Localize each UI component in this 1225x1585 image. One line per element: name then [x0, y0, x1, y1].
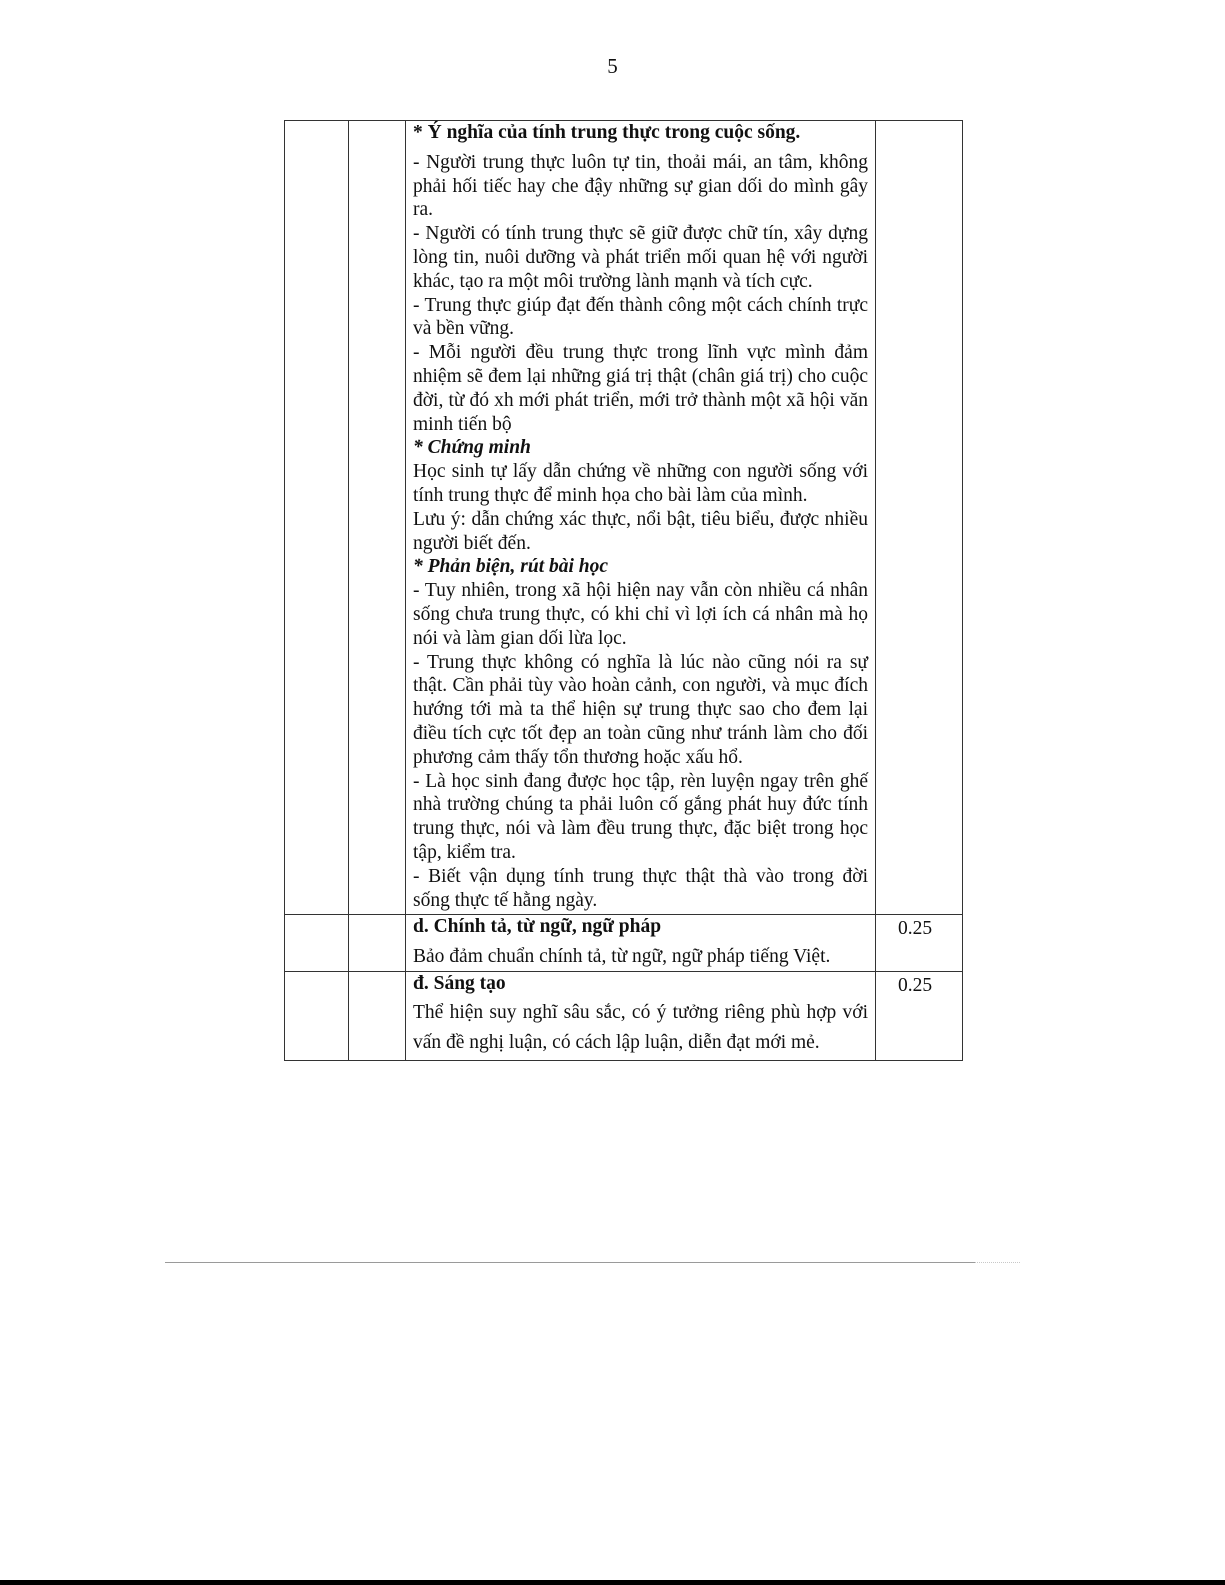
paragraph: Lưu ý: dẫn chứng xác thực, nổi bật, tiêu biểu, được nhiều người biết đến. [413, 508, 868, 554]
paragraph: - Mỗi người đều trung thực trong lĩnh vực mình đảm nhiệm sẽ đem lại những giá trị thật (chân giá trị) cho cuộc đời, từ đó xh mới phát triển, mới trở thành một xã hội văn minh tiến bộ [413, 342, 868, 435]
part-cell [349, 971, 406, 1060]
grading-table [284, 120, 963, 1061]
content-cell [406, 121, 876, 915]
section-heading: * Ý nghĩa của tính trung thực trong cuộc sống. [413, 122, 801, 143]
score-cell: 0.25 [876, 915, 963, 972]
section-heading: * Phản biện, rút bài học [413, 556, 609, 578]
paragraph: - Tuy nhiên, trong xã hội hiện nay vẫn còn nhiều cá nhân sống chưa trung thực, có khi chỉ vì lợi ích cá nhân mà họ nói và làm gian dối lừa lọc. [413, 580, 868, 649]
paragraph: - Trung thực không có nghĩa là lúc nào cũng nói ra sự thật. Cần phải tùy vào hoàn cảnh, con người, và mục đích hướng tới mà ta thể hiện sự trung thực sao cho đem lại điều tích cực tốt đẹp an toàn cũng như tránh làm cho đối phương cảm thấy tổn thương hoặc xấu hổ. [413, 651, 868, 768]
paragraph: - Trung thực giúp đạt đến thành công một cách chính trực và bền vững. [413, 294, 868, 340]
part-cell [349, 915, 406, 972]
content-cell [406, 915, 876, 972]
paragraph: - Người trung thực luôn tự tin, thoải mái, an tâm, không phải hối tiếc hay che đậy những sự gian dối do mình gây ra. [413, 151, 868, 221]
footer-divider [165, 1262, 975, 1263]
section-heading: d. Chính tả, từ ngữ, ngữ pháp [413, 916, 662, 938]
question-cell [285, 971, 349, 1060]
paragraph: - Người có tính trung thực sẽ giữ được chữ tín, xây dựng lòng tin, nuôi dưỡng và phát triển mối quan hệ với người khác, tạo ra một môi trường lành mạnh và tích cực. [413, 223, 868, 292]
part-cell [349, 121, 406, 915]
table-row [285, 121, 963, 915]
question-cell [285, 121, 349, 915]
paragraph: Học sinh tự lấy dẫn chứng về những con người sống với tính trung thực để minh họa cho bài làm của mình. [413, 461, 868, 506]
score-cell: 0.25 [876, 971, 963, 1060]
paragraph: - Biết vận dụng tính trung thực thật thà vào trong đời sống thực tế hằng ngày. [413, 865, 868, 911]
question-cell [285, 915, 349, 972]
section-heading: * Chứng minh [413, 437, 531, 459]
score-cell [876, 121, 963, 915]
page-bottom-edge [0, 1580, 1225, 1585]
content-cell [406, 971, 876, 1060]
footer-divider-dots [975, 1262, 1020, 1263]
page-number: 5 [607, 54, 618, 78]
paragraph: Thể hiện suy nghĩ sâu sắc, có ý tưởng riêng phù hợp với vấn đề nghị luận, có cách lập luận, diễn đạt mới mẻ. [413, 1001, 868, 1053]
section-heading: đ. Sáng tạo [413, 972, 506, 994]
paragraph: Bảo đảm chuẩn chính tả, từ ngữ, ngữ pháp tiếng Việt. [413, 946, 831, 968]
table-row [285, 971, 963, 1060]
paragraph: - Là học sinh đang được học tập, rèn luyện ngay trên ghế nhà trường chúng ta phải luôn cố gắng phát huy đức tính trung thực, nói và làm đều trung thực, đặc biệt trong học tập, kiểm tra. [413, 770, 868, 863]
table-row [285, 915, 963, 972]
